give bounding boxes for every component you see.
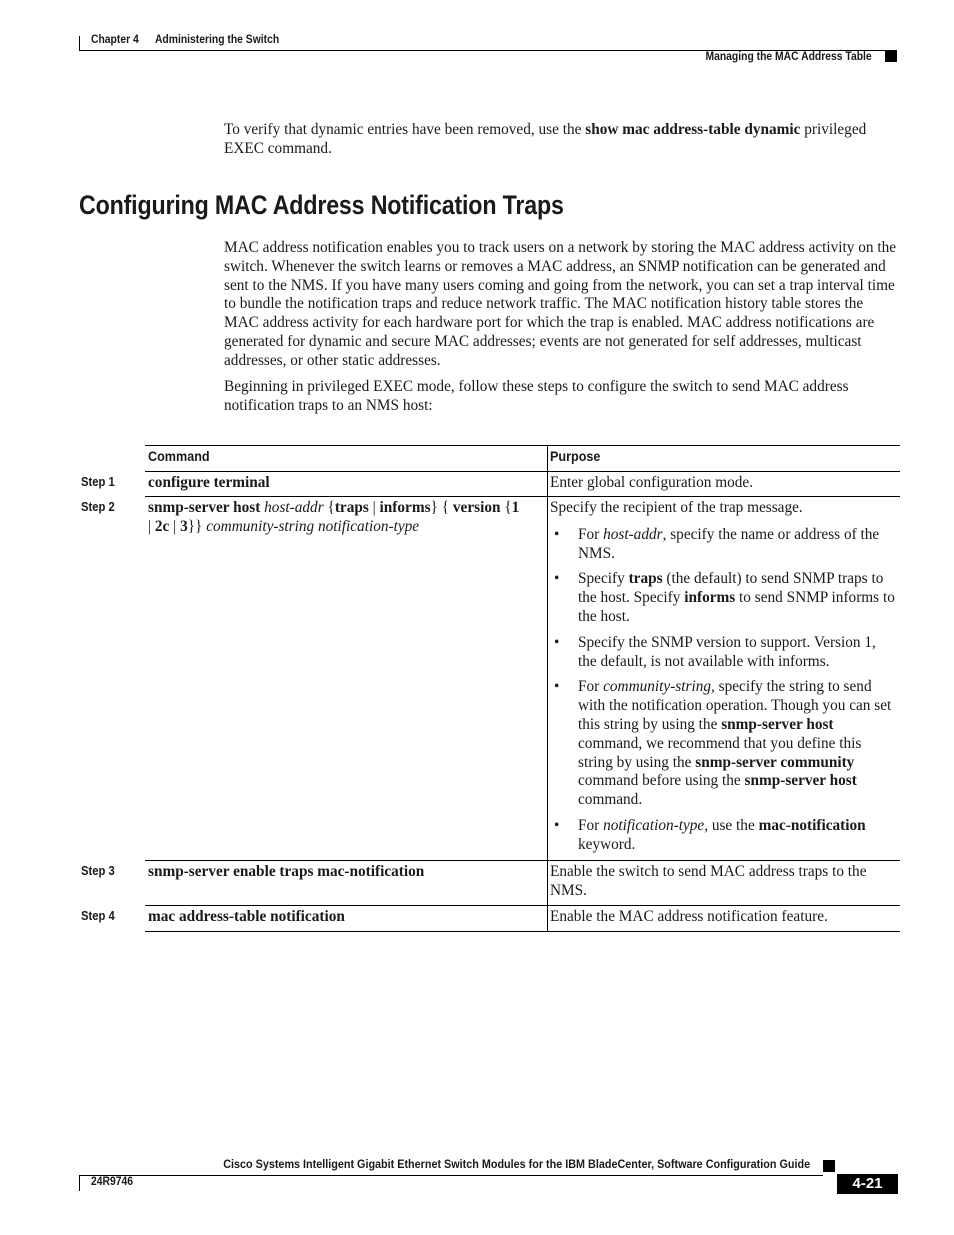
header-marker (885, 51, 897, 62)
running-header-section: Managing the MAC Address Table (705, 51, 872, 63)
list-item: • For notification-type, use the mac-notification keyword. (554, 816, 866, 853)
step-label: Step 4 (81, 909, 115, 923)
list-item: • Specify the SNMP version to support. Version 1, the default, is not available with informs. (554, 633, 876, 670)
step-1-command (148, 474, 543, 493)
step-2-command: snmp-server host host-addr {traps | informs} { version {1 | 2c | 3}} community-string notification-type (148, 499, 520, 535)
list-item: • For community-string, specify the string to send with the notification operation. Though you can set this string by using the snmp-server host command, we recommend that you define this string by using the snmp-server community command before using the snmp-server host command. (554, 678, 892, 809)
step-4-command (148, 908, 543, 927)
list-item: • Specify traps (the default) to send SNMP traps to the host. Specify informs to send SNMP informs to the host. (554, 570, 895, 625)
step-1-purpose: Enter global configuration mode. (550, 474, 754, 491)
command-text: snmp-server enable traps mac-notification (148, 863, 425, 880)
doc-number: 24R9746 (91, 1176, 134, 1188)
bullet-icon: • (554, 570, 560, 588)
command-text: configure terminal (148, 474, 270, 491)
table-rule (145, 496, 900, 497)
chapter-title: Administering the Switch (154, 34, 280, 46)
body-paragraph: MAC address notification enables you to track users on a network by storing the MAC address activity on the switch. Whenever the switch learns or removes a MAC address, an SNMP notification can be generated and sent to the NMS. If you have many users coming and going from the network, you can set a trap interval time to bundle the notification traps and reduce network traffic. The MAC notification history table stores the MAC address activity for each hardware port for which the trap is enabled. MAC address notifications are generated for dynamic and secure MAC addresses; events are not generated for self addresses, multicast addresses, or other static addresses. (224, 239, 897, 369)
bullet-icon: • (554, 633, 560, 651)
command-text: mac address-table notification (148, 908, 345, 925)
step-3-command (148, 863, 543, 882)
purpose-intro: Specify the recipient of the trap message. (550, 499, 803, 516)
table-rule (145, 471, 900, 472)
chapter-label: Chapter 4 (91, 34, 139, 46)
intro-command: show mac address-table dynamic (585, 121, 801, 138)
table-rule (145, 445, 900, 446)
page-number: 4-21 (837, 1174, 898, 1194)
bullet-list (550, 526, 895, 855)
bullet-icon: • (554, 816, 560, 834)
table-rule (145, 905, 900, 906)
step-label: Step 1 (81, 475, 115, 489)
body-paragraph: Beginning in privileged EXEC mode, follow these steps to configure the switch to send MAC address notification traps to an NMS host: (224, 378, 849, 414)
footer-title: Cisco Systems Intelligent Gigabit Ethernet Switch Modules for the IBM BladeCenter, Software Configuration Guide (223, 1157, 810, 1171)
header-rule-vertical (79, 36, 80, 51)
bullet-icon: • (554, 678, 560, 696)
step-label: Step 3 (81, 864, 115, 878)
column-divider (547, 445, 548, 932)
bullet-icon: • (554, 525, 560, 543)
column-header-command: Command (148, 448, 210, 464)
intro-paragraph (224, 121, 900, 159)
step-label: Step 2 (81, 500, 115, 514)
step-4-purpose: Enable the MAC address notification feature. (550, 908, 828, 925)
running-header-chapter (91, 34, 279, 46)
step-3-purpose: Enable the switch to send MAC address traps to the NMS. (550, 863, 867, 899)
section-title: Configuring MAC Address Notification Traps (79, 190, 564, 220)
footer-marker (823, 1160, 835, 1172)
intro-text-before: To verify that dynamic entries have been removed, use the (224, 121, 586, 138)
column-header-purpose: Purpose (550, 448, 601, 464)
list-item: • For host-addr, specify the name or address of the NMS. (554, 525, 880, 562)
intro-text-after: privileged EXEC command. (224, 121, 867, 157)
step-2-purpose (550, 499, 895, 862)
footer-rule (79, 1175, 823, 1176)
footer-rule-vertical (79, 1175, 80, 1191)
table-rule (145, 931, 900, 932)
